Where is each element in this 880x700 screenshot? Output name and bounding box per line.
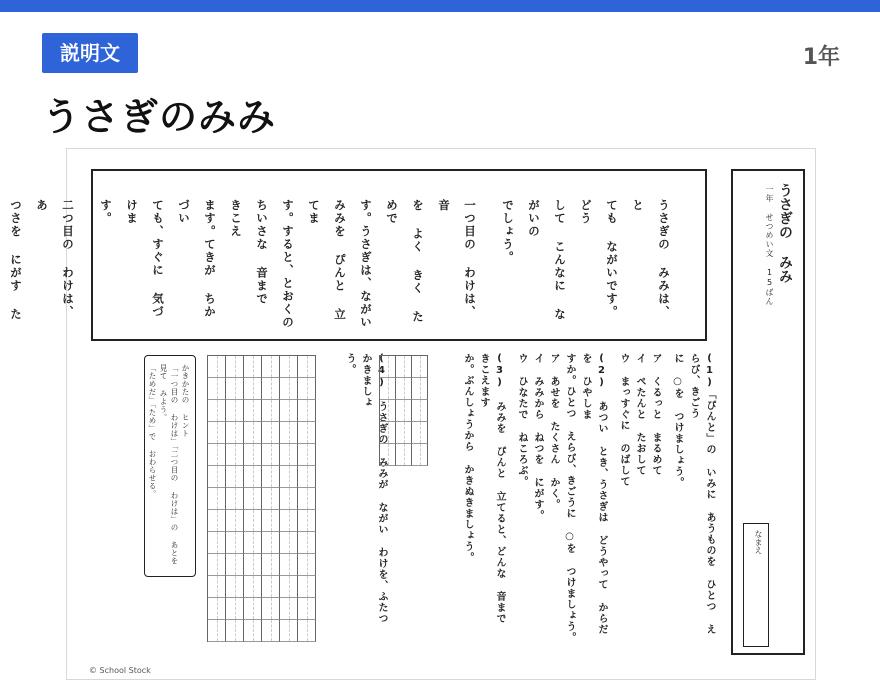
grid-cell[interactable] (208, 400, 226, 422)
grid-cell[interactable] (298, 620, 316, 642)
grid-guide (271, 356, 272, 377)
grid-guide (388, 400, 389, 421)
question-line: う。 (344, 353, 355, 375)
grid-guide (388, 422, 389, 443)
grid-cell[interactable] (208, 356, 226, 378)
grid-cell[interactable] (280, 466, 298, 488)
passage-line: す。 (99, 199, 113, 225)
grid-cell[interactable] (380, 444, 396, 466)
grid-cell[interactable] (280, 510, 298, 532)
grid-cell[interactable] (396, 422, 412, 444)
worksheet-subtitle: 一年 せつめい文 15ばん (765, 185, 774, 306)
grid-guide (253, 598, 254, 619)
grid-guide (271, 400, 272, 421)
grid-guide (289, 400, 290, 421)
grid-cell[interactable] (298, 510, 316, 532)
grid-cell[interactable] (244, 554, 262, 576)
grid-guide (217, 400, 218, 421)
passage-text (0, 199, 677, 329)
grid-cell[interactable] (396, 356, 412, 378)
grid-cell[interactable] (226, 422, 244, 444)
passage-line: を よく きく ためで (385, 199, 425, 324)
grid-cell[interactable] (412, 378, 428, 400)
question-line: に ○を つけましょう。 (672, 353, 683, 488)
grid-guide (217, 356, 218, 377)
top-accent-bar (0, 0, 880, 12)
grid-cell[interactable] (208, 422, 226, 444)
grid-guide (235, 400, 236, 421)
passage-line: みみを ぴんと 立てま (307, 199, 347, 321)
grid-guide (307, 378, 308, 399)
hint-text (147, 364, 191, 576)
grid-guide (235, 466, 236, 487)
grid-guide (217, 510, 218, 531)
grid-cell[interactable] (244, 532, 262, 554)
grid-guide (217, 488, 218, 509)
grid-guide (253, 510, 254, 531)
grid-guide (420, 356, 421, 377)
passage-line: して こんなに ながいの (527, 199, 567, 321)
passage-line: つさを にがす た (9, 199, 23, 321)
grid-cell[interactable] (298, 444, 316, 466)
grid-cell[interactable] (208, 466, 226, 488)
grid-guide (289, 356, 290, 377)
grid-cell[interactable] (380, 356, 396, 378)
page-title: うさぎのみみ (42, 95, 277, 139)
grid-cell[interactable] (262, 510, 280, 532)
grid-cell[interactable] (280, 554, 298, 576)
grid-cell[interactable] (208, 532, 226, 554)
grid-cell[interactable] (262, 444, 280, 466)
grid-cell[interactable] (208, 488, 226, 510)
grid-cell[interactable] (380, 400, 396, 422)
grid-guide (217, 444, 218, 465)
grid-guide (217, 576, 218, 597)
grid-guide (307, 576, 308, 597)
grid-guide (307, 356, 308, 377)
grid-cell[interactable] (262, 400, 280, 422)
grid-cell[interactable] (226, 466, 244, 488)
grid-guide (420, 444, 421, 465)
grid-cell[interactable] (244, 598, 262, 620)
grid-guide (253, 422, 254, 443)
grid-guide (235, 576, 236, 597)
grid-cell[interactable] (244, 576, 262, 598)
grid-cell[interactable] (280, 532, 298, 554)
grid-cell[interactable] (412, 400, 428, 422)
question-line: (2) あつい とき、うさぎは どうやって からだを ひやしま (580, 353, 607, 635)
grid-guide (253, 444, 254, 465)
grid-guide (235, 444, 236, 465)
grid-cell[interactable] (226, 532, 244, 554)
grid-cell[interactable] (208, 576, 226, 598)
grid-guide (235, 488, 236, 509)
grid-cell[interactable] (244, 488, 262, 510)
grid-guide (420, 400, 421, 421)
grid-cell[interactable] (208, 510, 226, 532)
grid-guide (271, 488, 272, 509)
worksheet-title: うさぎの みみ (777, 183, 793, 283)
grid-cell[interactable] (226, 576, 244, 598)
grid-cell[interactable] (298, 400, 316, 422)
grid-cell[interactable] (226, 400, 244, 422)
question-line: すか。ひとつ えらび、きごうに ○を つけましょう。 (564, 353, 575, 643)
grid-cell[interactable] (380, 422, 396, 444)
grid-guide (217, 532, 218, 553)
grid-guide (271, 466, 272, 487)
grid-guide (235, 422, 236, 443)
question-line: イ みみから ねつを にがす。 (532, 353, 543, 521)
grid-guide (253, 356, 254, 377)
grid-cell[interactable] (226, 598, 244, 620)
grid-cell[interactable] (298, 488, 316, 510)
grid-guide (271, 620, 272, 641)
grid-guide (217, 378, 218, 399)
grid-guide (253, 620, 254, 641)
grid-guide (271, 576, 272, 597)
question-line: ウ まっすぐに のばして (618, 353, 629, 487)
grid-guide (404, 444, 405, 465)
grid-guide (420, 422, 421, 443)
grid-cell[interactable] (244, 422, 262, 444)
grid-guide (289, 598, 290, 619)
grid-guide (289, 466, 290, 487)
grid-guide (235, 356, 236, 377)
grid-guide (307, 554, 308, 575)
grid-guide (404, 400, 405, 421)
grid-cell[interactable] (244, 444, 262, 466)
grid-guide (253, 488, 254, 509)
grid-guide (253, 378, 254, 399)
grid-cell[interactable] (298, 598, 316, 620)
grid-cell[interactable] (298, 576, 316, 598)
grid-cell[interactable] (280, 422, 298, 444)
hint-line: かきかたの ヒント (181, 364, 190, 438)
grid-guide (271, 510, 272, 531)
grid-cell[interactable] (208, 620, 226, 642)
grid-cell[interactable] (262, 532, 280, 554)
grid-cell[interactable] (280, 488, 298, 510)
grid-cell[interactable] (298, 532, 316, 554)
grid-cell[interactable] (262, 576, 280, 598)
grid-cell[interactable] (396, 378, 412, 400)
passage-line: 一つ目の わけは、音 (437, 199, 477, 319)
grid-cell[interactable] (244, 400, 262, 422)
grid-cell[interactable] (226, 378, 244, 400)
passage-line: うさぎの みみは、と (631, 199, 671, 319)
grid-guide (307, 466, 308, 487)
grid-guide (307, 422, 308, 443)
grid-guide (307, 598, 308, 619)
grid-cell[interactable] (262, 378, 280, 400)
grid-guide (404, 356, 405, 377)
grid-cell[interactable] (298, 554, 316, 576)
question-line: (3) みみを ぴんと 立てると、どんな 音まで きこえます (478, 353, 505, 624)
passage-line: ても ながいです。どう (579, 199, 619, 319)
answer-grid-q4[interactable] (207, 355, 316, 642)
grid-guide (289, 532, 290, 553)
grid-cell[interactable] (262, 422, 280, 444)
grid-guide (420, 378, 421, 399)
worksheet-header-column (731, 169, 805, 655)
grid-cell[interactable] (298, 378, 316, 400)
grid-guide (253, 554, 254, 575)
grid-guide (289, 488, 290, 509)
grid-guide (289, 620, 290, 641)
grid-cell[interactable] (226, 444, 244, 466)
grid-guide (253, 532, 254, 553)
passage-box (9, 169, 707, 341)
grid-guide (404, 378, 405, 399)
grid-cell[interactable] (262, 554, 280, 576)
grid-cell[interactable] (262, 488, 280, 510)
grid-cell[interactable] (262, 356, 280, 378)
name-field[interactable] (743, 523, 769, 647)
passage-line: す。すると、とおくの (281, 199, 295, 329)
grid-guide (271, 598, 272, 619)
grid-cell[interactable] (280, 444, 298, 466)
grid-guide (307, 488, 308, 509)
grid-cell[interactable] (226, 356, 244, 378)
grid-guide (307, 620, 308, 641)
grid-cell[interactable] (262, 466, 280, 488)
grid-cell[interactable] (244, 356, 262, 378)
grid-cell[interactable] (298, 422, 316, 444)
grid-guide (235, 598, 236, 619)
copyright-text: © School Stock (89, 666, 151, 675)
grid-cell[interactable] (226, 554, 244, 576)
grid-guide (289, 576, 290, 597)
answer-grid-q3[interactable] (379, 355, 428, 466)
grid-cell[interactable] (208, 554, 226, 576)
grid-guide (271, 554, 272, 575)
grid-cell[interactable] (298, 356, 316, 378)
grid-guide (253, 576, 254, 597)
passage-line: す。うさぎは、ながい (359, 199, 373, 329)
grid-guide (235, 554, 236, 575)
grid-cell[interactable] (412, 422, 428, 444)
genre-tag: 説明文 (42, 33, 138, 73)
grid-guide (253, 466, 254, 487)
grid-guide (271, 532, 272, 553)
grade-label: 1年 (802, 45, 840, 70)
grid-cell[interactable] (244, 510, 262, 532)
grid-guide (217, 466, 218, 487)
grid-guide (307, 532, 308, 553)
worksheet-preview[interactable] (9, 148, 816, 680)
grid-cell[interactable] (280, 356, 298, 378)
grid-guide (217, 422, 218, 443)
grid-guide (307, 444, 308, 465)
grid-guide (289, 510, 290, 531)
passage-line: でしょう。 (501, 199, 515, 264)
grid-guide (289, 422, 290, 443)
grid-cell[interactable] (244, 378, 262, 400)
grid-cell[interactable] (262, 598, 280, 620)
hint-line: 「一つ目の わけは」「二つ目の わけは」の あとを 見て みよう。 (159, 364, 179, 565)
grid-cell[interactable] (280, 378, 298, 400)
grid-cell[interactable] (412, 356, 428, 378)
grid-guide (235, 620, 236, 641)
grid-cell[interactable] (280, 620, 298, 642)
grid-guide (253, 400, 254, 421)
passage-line: ちいさな 音まで きこえ (229, 199, 269, 306)
grid-cell[interactable] (208, 378, 226, 400)
grid-guide (307, 400, 308, 421)
grid-cell[interactable] (396, 444, 412, 466)
question-line: (1)「ぴんと」の いみに あうものを ひとつ えらび、きごう (688, 353, 715, 635)
grid-cell[interactable] (226, 510, 244, 532)
question-line: ア くるっと まるめて (650, 353, 661, 476)
passage-line: ても、すぐに 気づけま (125, 199, 165, 319)
hint-line: 「ためだ」「ため」で おわらせる。 (148, 364, 157, 498)
grid-cell[interactable] (380, 378, 396, 400)
grid-guide (404, 422, 405, 443)
grid-cell[interactable] (244, 620, 262, 642)
grid-cell[interactable] (208, 598, 226, 620)
passage-line: 二つ目の わけは、あ (35, 199, 75, 319)
grid-guide (217, 554, 218, 575)
grid-guide (289, 554, 290, 575)
grid-cell[interactable] (298, 466, 316, 488)
grid-cell[interactable] (396, 400, 412, 422)
grid-guide (235, 378, 236, 399)
grid-guide (289, 378, 290, 399)
grid-cell[interactable] (280, 400, 298, 422)
grid-guide (388, 378, 389, 399)
question-line: ウ ひなたで ねころぶ。 (516, 353, 527, 487)
grid-guide (271, 422, 272, 443)
grid-guide (388, 444, 389, 465)
grid-guide (289, 444, 290, 465)
grid-guide (217, 620, 218, 641)
grid-guide (271, 444, 272, 465)
grid-cell[interactable] (280, 576, 298, 598)
grid-guide (217, 598, 218, 619)
grid-cell[interactable] (244, 466, 262, 488)
grid-guide (235, 532, 236, 553)
grid-cell[interactable] (208, 444, 226, 466)
grid-cell[interactable] (262, 620, 280, 642)
grid-guide (307, 510, 308, 531)
grid-cell[interactable] (280, 598, 298, 620)
question-line: か。ぶんしょうから かきぬきましょう。 (462, 353, 473, 563)
grid-cell[interactable] (226, 488, 244, 510)
passage-line: ます。てきが ちかづい (177, 199, 217, 319)
grid-cell[interactable] (226, 620, 244, 642)
grid-guide (271, 378, 272, 399)
hint-box (144, 355, 196, 577)
question-line: ア あせを たくさん かく。 (548, 353, 559, 510)
grid-guide (388, 356, 389, 377)
grid-guide (235, 510, 236, 531)
question-line: (4) うさぎの みみが ながい わけを、ふたつ かきましょ (360, 353, 387, 624)
question-line: イ ぺたんと たおして (634, 353, 645, 476)
name-label: なまえ (754, 530, 763, 554)
grid-cell[interactable] (412, 444, 428, 466)
